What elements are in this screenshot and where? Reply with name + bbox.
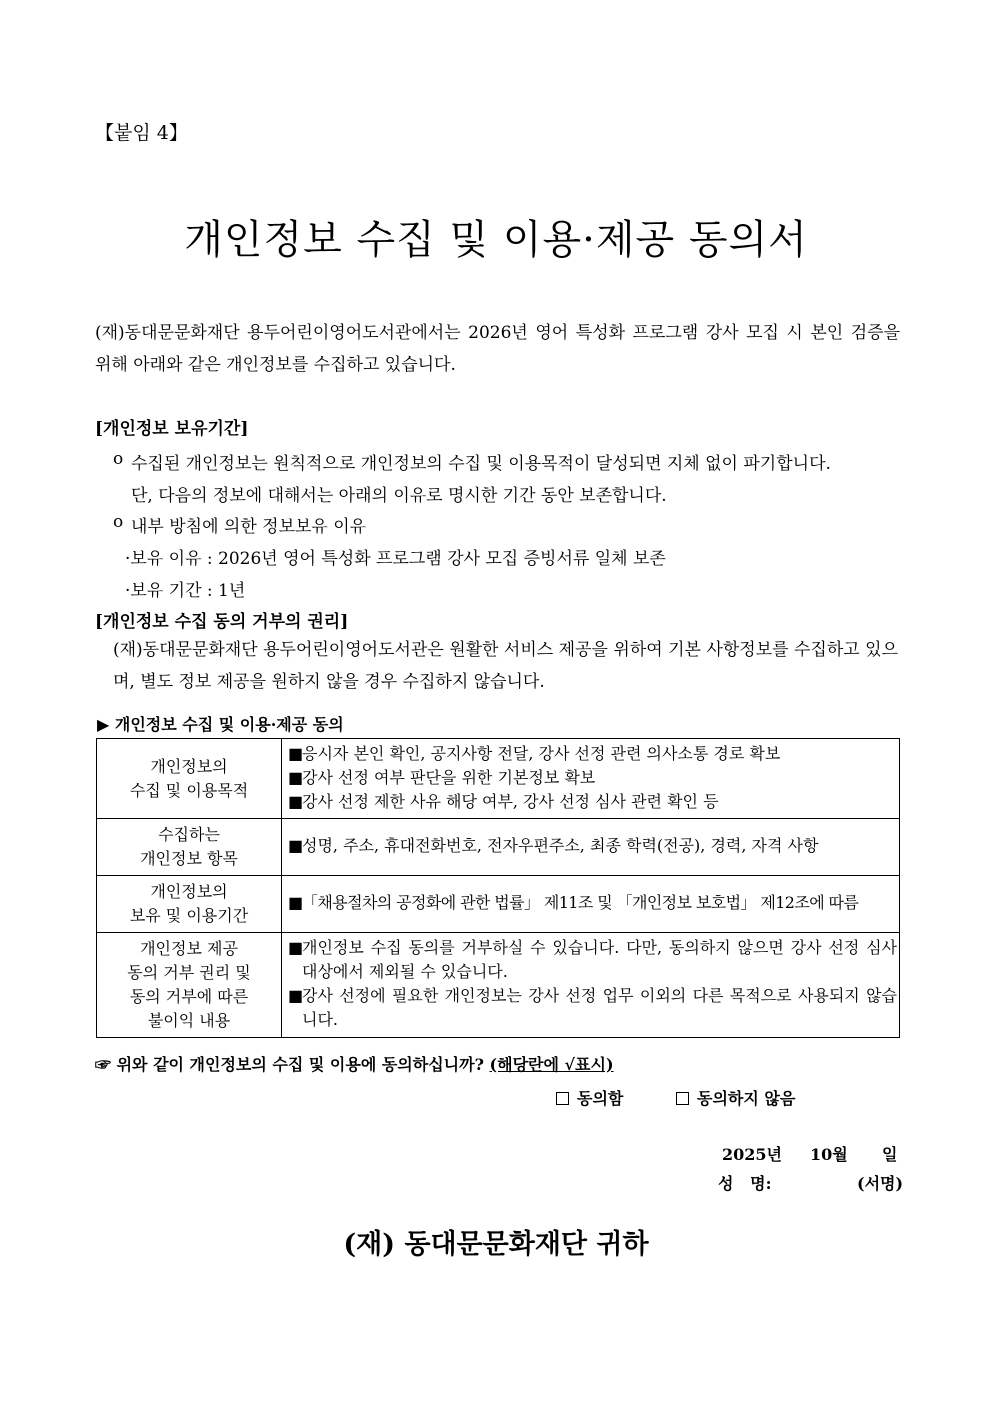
list-item: ■ 강사 선정 제한 사유 해당 여부, 강사 선정 심사 관련 확인 등 bbox=[288, 790, 897, 814]
label-line: 동의 거부에 따른 bbox=[129, 987, 249, 1006]
list-item: ■ 응시자 본인 확인, 공지사항 전달, 강사 선정 관련 의사소통 경로 확보 bbox=[288, 742, 897, 766]
retention-line-3: 내부 방침에 의한 정보보유 이유 bbox=[131, 517, 367, 537]
row-label bbox=[97, 933, 282, 1038]
row-label bbox=[97, 819, 282, 876]
retention-reason: ·보유 이유 : 2026년 영어 특성화 프로그램 강사 모집 증빙서류 일체 보존 bbox=[125, 549, 666, 569]
table-row bbox=[97, 933, 900, 1038]
date-year: 2025년 bbox=[722, 1145, 782, 1164]
agree-label: 동의함 bbox=[577, 1089, 624, 1108]
table-row bbox=[97, 819, 900, 876]
square-bullet-icon: ■ bbox=[288, 986, 304, 1005]
list-item: ■ 강사 선정에 필요한 개인정보는 강사 선정 업무 이외의 다른 목적으로 사용되지 않습니다. bbox=[288, 984, 897, 1032]
consent-table bbox=[96, 738, 900, 1038]
retention-heading: [개인정보 보유기간] bbox=[95, 419, 249, 439]
square-bullet-icon: ■ bbox=[288, 893, 304, 912]
question-hint: (해당란에 √표시) bbox=[489, 1055, 614, 1074]
agree-checkbox[interactable] bbox=[556, 1092, 569, 1105]
square-bullet-icon: ■ bbox=[288, 938, 304, 957]
disagree-checkbox[interactable] bbox=[676, 1092, 689, 1105]
label-line: 개인정보 항목 bbox=[140, 849, 238, 868]
list-item: ■ 「채용절차의 공정화에 관한 법률」 제11조 및 「개인정보 보호법」 제12조에 따름 bbox=[288, 891, 897, 915]
list-item: ■ 개인정보 수집 동의를 거부하실 수 있습니다. 다만, 동의하지 않으면 강사 선정 심사 대상에서 제외될 수 있습니다. bbox=[288, 936, 897, 984]
label-line: 개인정보 제공 bbox=[140, 939, 238, 958]
table-row bbox=[97, 876, 900, 933]
square-bullet-icon: ■ bbox=[288, 791, 304, 811]
refusal-heading: [개인정보 수집 동의 거부의 권리] bbox=[95, 612, 349, 632]
disagree-label: 동의하지 않음 bbox=[697, 1089, 796, 1108]
disagree-option[interactable] bbox=[676, 1086, 795, 1109]
row-content bbox=[282, 739, 900, 819]
list-item: ■ 강사 선정 여부 판단을 위한 기본정보 확보 bbox=[288, 766, 897, 790]
label-line: 개인정보의 bbox=[150, 882, 228, 901]
row-label bbox=[97, 739, 282, 819]
label-line: 수집하는 bbox=[158, 825, 220, 844]
date-day: 일 bbox=[882, 1145, 898, 1164]
consent-question bbox=[95, 1052, 614, 1075]
row-content bbox=[282, 876, 900, 933]
retention-line-1: 수집된 개인정보는 원칙적으로 개인정보의 수집 및 이용목적이 달성되면 지체 없이 파기합니다. bbox=[131, 454, 831, 474]
retention-period: ·보유 기간 : 1년 bbox=[125, 581, 246, 601]
label-line: 보유 및 이용기간 bbox=[129, 906, 249, 925]
square-bullet-icon: ■ bbox=[288, 767, 304, 787]
row-content bbox=[282, 819, 900, 876]
retention-line-2: 단, 다음의 정보에 대해서는 아래의 이유로 명시한 기간 동안 보존합니다. bbox=[131, 486, 667, 506]
square-bullet-icon: ■ bbox=[288, 743, 304, 763]
list-item: ■ 성명, 주소, 휴대전화번호, 전자우편주소, 최종 학력(전공), 경력, 자격 사항 bbox=[288, 834, 897, 858]
label-line: 개인정보의 bbox=[150, 756, 228, 776]
page-title: 개인정보 수집 및 이용·제공 동의서 bbox=[184, 217, 808, 263]
date-month: 10월 bbox=[810, 1145, 848, 1164]
label-line: 불이익 내용 bbox=[147, 1011, 231, 1030]
attachment-label: 【붙임 4】 bbox=[95, 122, 188, 144]
pointing-hand-icon: ☞ bbox=[95, 1055, 112, 1074]
label-line: 동의 거부 권리 및 bbox=[127, 963, 251, 982]
label-line: 수집 및 이용목적 bbox=[129, 780, 249, 800]
retention-marker-1: o bbox=[113, 449, 124, 469]
name-label: 성 명: bbox=[718, 1174, 772, 1193]
square-bullet-icon: ■ bbox=[288, 836, 304, 855]
retention-marker-2: o bbox=[113, 512, 124, 532]
table-row bbox=[97, 739, 900, 819]
agree-option[interactable] bbox=[556, 1086, 623, 1109]
intro-paragraph: (재)동대문문화재단 용두어린이영어도서관에서는 2026년 영어 특성화 프로그램 강사 모집 시 본인 검증을 위해 아래와 같은 개인정보를 수집하고 있습니다. bbox=[95, 323, 900, 375]
addressee: (재) 동대문문화재단 귀하 bbox=[343, 1229, 649, 1260]
row-label bbox=[97, 876, 282, 933]
row-content bbox=[282, 933, 900, 1038]
signature-label: (서명) bbox=[857, 1174, 904, 1193]
refusal-paragraph: (재)동대문문화재단 용두어린이영어도서관은 원활한 서비스 제공을 위하여 기본 사항정보를 수집하고 있으며, 별도 정보 제공을 원하지 않을 경우 수집하지 않습니다. bbox=[113, 640, 898, 692]
consent-section-heading: ▶ 개인정보 수집 및 이용·제공 동의 bbox=[97, 715, 344, 734]
question-text: 위와 같이 개인정보의 수집 및 이용에 동의하십니까? bbox=[116, 1055, 484, 1074]
